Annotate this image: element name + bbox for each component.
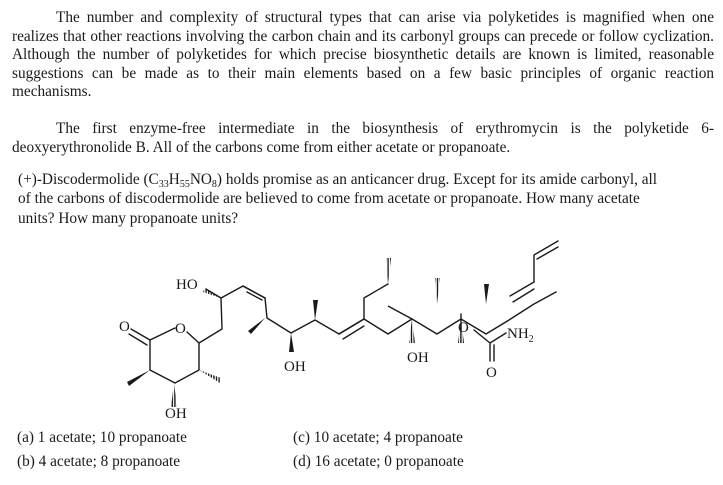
formula-o-count: 8 [211, 179, 217, 190]
lactone-carbonyl-bond [129, 329, 150, 345]
hash-oh-412 [409, 319, 415, 343]
choice-a[interactable]: (a) 1 acetate; 10 propanoate [17, 429, 187, 446]
formula-h-count: 55 [179, 179, 190, 190]
hash-ring-methyl [199, 370, 221, 383]
label-nh2 [507, 326, 534, 345]
question-text [18, 170, 668, 228]
wedge-mid-methyl [248, 318, 265, 334]
formula-close: ) [216, 171, 223, 188]
choice-d[interactable]: (d) 16 acetate; 0 propanoate [293, 453, 464, 470]
formula-c-count: 33 [158, 179, 169, 190]
molecular-formula [143, 171, 222, 188]
wedge-methyl-315 [313, 300, 318, 320]
chain-bonds-left [199, 286, 265, 343]
label-nh2-sub: 2 [528, 334, 534, 345]
intro-paragraph-2 [12, 120, 714, 157]
label-carbamate-carbonyl-o: O [486, 365, 497, 381]
wedge-methyl-486 [484, 284, 489, 304]
chain-branch [364, 284, 388, 319]
formula-open: (C [143, 171, 159, 188]
cis-double-bond [243, 286, 265, 300]
formula-h: H [168, 171, 180, 188]
formula-no: NO [189, 171, 212, 188]
label-oh-ring: OH [165, 406, 187, 420]
intro-paragraph-1-text: The number and complexity of structural types that can arise via polyketides is magnified when one realizes that other reactions involving the carbon chain and its carbonyl groups can precede or follow cyclization. Although the number of polyketides for which precise biosynthetic details are known is limited, reasonable suggestions can be made as to their main elements based on a few basic principles of organic reaction mechanisms. [12, 9, 714, 101]
label-carbamate-o: O [458, 320, 469, 336]
hash-ring-oh [171, 383, 177, 407]
label-ring-o: O [175, 321, 186, 337]
wedge-oh-bond [289, 333, 294, 352]
choice-b[interactable]: (b) 4 acetate; 8 propanoate [17, 453, 181, 470]
choice-c[interactable]: (c) 10 acetate; 4 propanoate [293, 429, 463, 446]
hash-methyl-437 [435, 278, 440, 304]
hash-methyl-388 [386, 258, 391, 284]
label-ho: HO [176, 277, 198, 293]
label-nh2-main: NH [507, 326, 529, 342]
compound-name: (+)-Discodermolide [18, 171, 140, 188]
intro-paragraph-2-text: The first enzyme-free intermediate in the biosynthesis of erythromycin is the polyketide 6-deoxyerythronolide B. All of the carbons come from either acetate or propanoate. [12, 120, 714, 156]
label-oh-right: OH [407, 350, 429, 366]
diene-single [534, 241, 558, 282]
diene-double-bond-1 [510, 282, 534, 302]
bond-412-388 [388, 306, 412, 319]
hash-ho [203, 288, 221, 298]
discodermolide-structure [0, 235, 723, 420]
trisubst-double-bond [339, 319, 364, 339]
label-oh-middle: OH [284, 359, 306, 375]
label-carbonyl-o: O [119, 319, 130, 335]
diene-double-bond-2 [537, 247, 558, 259]
wedge-ring-methyl [127, 370, 150, 386]
intro-paragraph-1 [12, 9, 714, 102]
question-body: holds promise as an anticancer drug. Except for its amide carbonyl, all of the carbons of discodermolide are believed to come from acetate or propanoate. How many acetate units? How many propanoate units? [18, 171, 658, 227]
